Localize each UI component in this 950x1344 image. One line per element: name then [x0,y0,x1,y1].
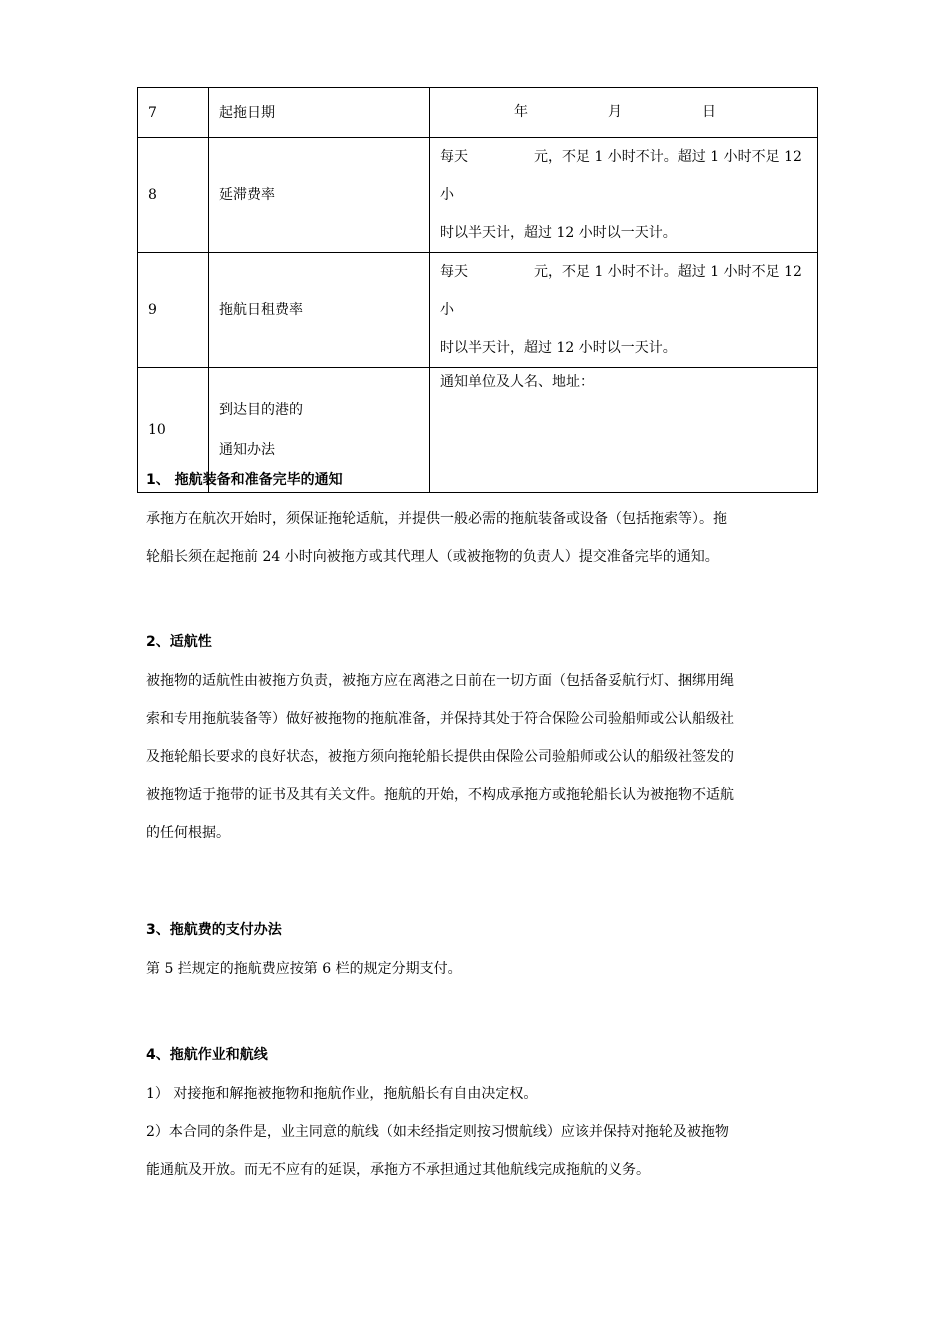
section-4 [146,1045,822,1189]
row-value [430,88,818,138]
section-line: 1） 对接拖和解拖被拖物和拖航作业，拖航船长有自由决定权。 [146,1086,538,1102]
value-line: 时以半天计，超过 12 小时以一天计。 [440,225,677,241]
label-line: 通知办法 [219,442,275,458]
row-number: 8 [138,138,209,253]
year-label: 年 [514,104,528,120]
row-label: 起拖日期 [209,88,430,138]
value-line [440,253,807,329]
section-line: 被拖物的适航性由被拖方负责，被拖方应在离港之日前在一切方面（包括备妥航行灯、捆绑用绳 [146,673,734,689]
row-value [430,138,818,253]
section-2 [146,632,822,852]
table-row [138,138,818,253]
row-value [430,253,818,368]
section-title: 4、拖航作业和航线 [146,1047,268,1063]
day-label: 日 [702,104,716,120]
value-text: 每天 [440,264,468,280]
section-line: 2）本合同的条件是，业主同意的航线（如未经指定则按习惯航线）应该并保持对拖轮及被拖物 [146,1124,729,1140]
value-line [440,138,807,214]
row-number: 9 [138,253,209,368]
section-line: 能通航及开放。而无不应有的延误，承拖方不承担通过其他航线完成拖航的义务。 [146,1162,650,1178]
row-number: 10 [138,368,209,493]
section-line: 第 5 拦规定的拖航费应按第 6 栏的规定分期支付。 [146,961,462,977]
table-row [138,253,818,368]
label-line: 到达目的港的 [219,402,303,418]
row-number: 7 [138,88,209,138]
value-text: 每天 [440,149,468,165]
value-text: 元，不足 1 小时不计。超过 1 小时不足 12 小 [440,264,802,318]
value-text: 元，不足 1 小时不计。超过 1 小时不足 12 小 [440,149,802,203]
section-title: 1、 拖航装备和准备完毕的通知 [146,472,343,488]
section-line: 及拖轮船长要求的良好状态，被拖方须向拖轮船长提供由保险公司验船师或公认的船级社签发的 [146,749,734,765]
section-line: 轮船长须在起拖前 24 小时向被拖方或其代理人（或被拖物的负责人）提交准备完毕的通知。 [146,549,719,565]
value-line: 通知单位及人名、地址： [440,374,594,390]
section-line: 被拖物适于拖带的证书及其有关文件。拖航的开始，不构成承拖方或拖轮船长认为被拖物不适航 [146,787,734,803]
section-line: 的任何根据。 [146,825,230,841]
section-line: 承拖方在航次开始时，须保证拖轮适航，并提供一般必需的拖航装备或设备（包括拖索等）。拖 [146,511,727,527]
date-fields [440,88,807,137]
month-label: 月 [608,104,622,120]
section-1 [146,470,822,576]
contract-table [137,87,818,493]
table-row [138,88,818,138]
section-line: 索和专用拖航装备等）做好被拖物的拖航准备，并保持其处于符合保险公司验船师或公认船级社 [146,711,734,727]
section-title: 3、拖航费的支付办法 [146,922,282,938]
row-label: 延滞费率 [209,138,430,253]
value-line: 时以半天计，超过 12 小时以一天计。 [440,340,677,356]
row-label: 拖航日租费率 [209,253,430,368]
section-3 [146,920,822,988]
section-title: 2、适航性 [146,634,212,650]
